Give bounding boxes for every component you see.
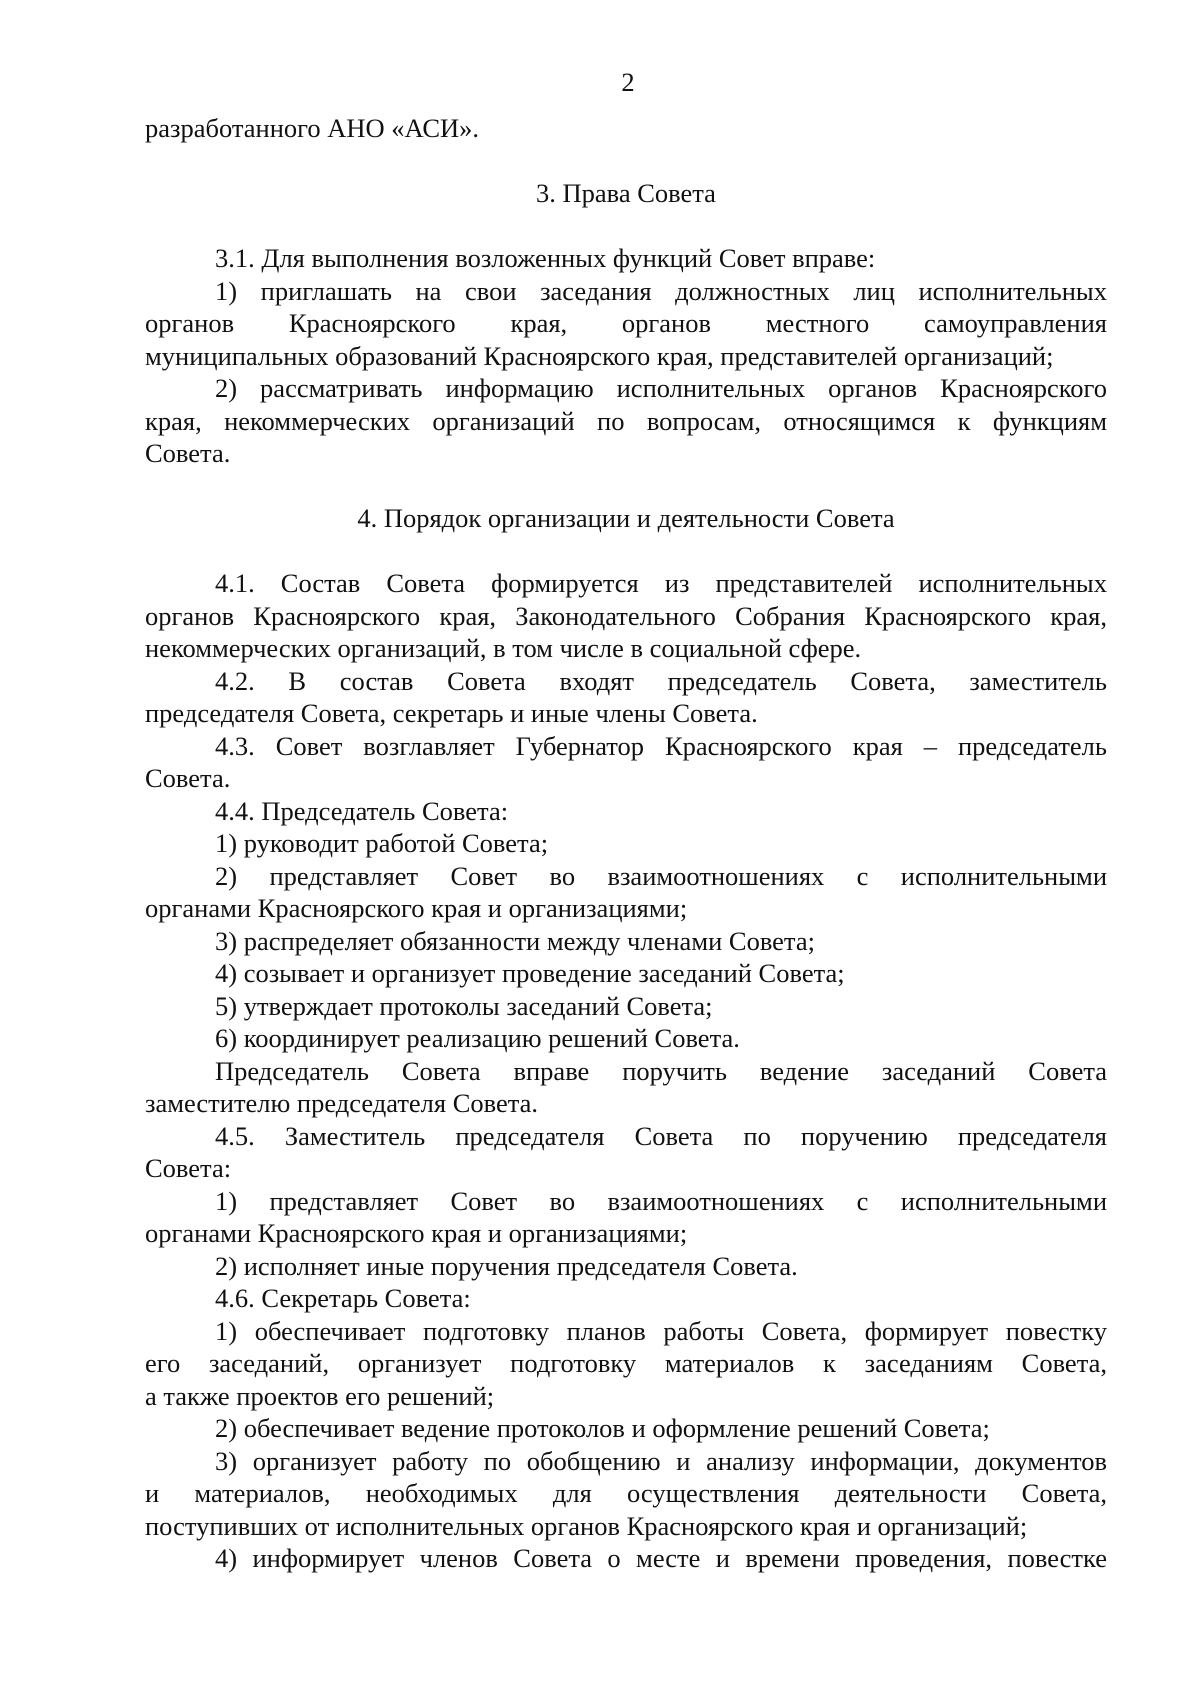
text-line: 1) руководит работой Совета; bbox=[215, 828, 549, 858]
text-line: 3.1. Для выполнения возложенных функций Совет вправе: bbox=[215, 243, 876, 273]
text-line: органов Красноярского края, органов местного самоуправления bbox=[145, 308, 1107, 338]
paragraph-continuation bbox=[145, 112, 1107, 145]
text-line: его заседаний, организует подготовку материалов к заседаниям Совета, bbox=[145, 1348, 1107, 1378]
text-line: 1) представляет Совет во взаимоотношениях с исполнительными bbox=[215, 1185, 1107, 1216]
paragraph-4-4-1 bbox=[145, 827, 1107, 860]
text-line: органов Красноярского края, Законодательного Собрания Красноярского края, bbox=[145, 600, 1107, 631]
text-line: 2) исполняет иные поручения председателя Совета. bbox=[215, 1250, 798, 1281]
text-line: 1) приглашать на свои заседания должностных лиц исполнительных bbox=[215, 275, 1107, 306]
paragraph-4-4-6 bbox=[145, 1022, 1107, 1055]
text-line: 5) утверждает протоколы заседаний Совета; bbox=[215, 990, 713, 1021]
text-line: 2) обеспечивает ведение протоколов и оформление решений Совета; bbox=[215, 1413, 990, 1443]
paragraph-4-6-1 bbox=[145, 1315, 1107, 1413]
text-line: органами Красноярского края и организациями; bbox=[145, 893, 688, 923]
text-line: 4.4. Председатель Совета: bbox=[215, 795, 509, 826]
text-line: органами Красноярского края и организациями; bbox=[145, 1218, 688, 1248]
text-line: 4) созывает и организует проведение заседаний Совета; bbox=[215, 958, 845, 988]
text-line: 3) распределяет обязанности между членами Совета; bbox=[215, 925, 815, 956]
paragraph-4-5-2 bbox=[145, 1250, 1107, 1283]
paragraph-4-4-3 bbox=[145, 925, 1107, 958]
text-line: 4.3. Совет возглавляет Губернатор Красноярского края – председатель bbox=[215, 730, 1107, 761]
text-line: поступивших от исполнительных органов Красноярского края и организаций; bbox=[145, 1510, 1028, 1541]
text-line: заместителю председателя Совета. bbox=[145, 1088, 539, 1118]
paragraph-4-6-3 bbox=[145, 1445, 1107, 1543]
document-body bbox=[145, 112, 1107, 1575]
page-number: 2 bbox=[621, 67, 635, 97]
paragraph-3-1-2 bbox=[145, 372, 1107, 470]
text-line: Председатель Совета вправе поручить ведение заседаний Совета bbox=[215, 1055, 1107, 1086]
text-line: края, некоммерческих организаций по вопросам, относящимся к функциям bbox=[145, 405, 1107, 436]
paragraph-3-1-1 bbox=[145, 275, 1107, 373]
text-line: и материалов, необходимых для осуществления деятельности Совета, bbox=[145, 1478, 1107, 1508]
text-line: 4.5. Заместитель председателя Совета по поручению председателя bbox=[215, 1120, 1107, 1151]
paragraph-4-5-1 bbox=[145, 1185, 1107, 1250]
paragraph-4-4 bbox=[145, 795, 1107, 828]
text-line: 4) информирует членов Совета о месте и времени проведения, повестке bbox=[215, 1543, 1107, 1573]
paragraph-4-6 bbox=[145, 1282, 1107, 1315]
text-line: Совета. bbox=[145, 763, 231, 793]
text-line: некоммерческих организаций, в том числе в социальной сфере. bbox=[145, 633, 862, 663]
paragraph-4-3 bbox=[145, 730, 1107, 795]
text-line: 4.1. Состав Совета формируется из представителей исполнительных bbox=[215, 568, 1107, 598]
text-line: 2) рассматривать информацию исполнительных органов Красноярского bbox=[215, 373, 1107, 403]
section-heading-3: 3. Права Совета bbox=[536, 178, 716, 208]
text-line: а также проектов его решений; bbox=[145, 1380, 495, 1411]
paragraph-4-4-5 bbox=[145, 990, 1107, 1023]
text-line: Совета: bbox=[145, 1153, 232, 1183]
paragraph-4-2 bbox=[145, 665, 1107, 730]
text-line: разработанного АНО «АСИ». bbox=[145, 113, 480, 143]
paragraph-3-1 bbox=[145, 242, 1107, 275]
text-line: 6) координирует реализацию решений Совета. bbox=[215, 1023, 740, 1053]
section-heading-4: 4. Порядок организации и деятельности Совета bbox=[357, 503, 895, 533]
text-line: 2) представляет Совет во взаимоотношениях с исполнительными bbox=[215, 860, 1107, 891]
paragraph-4-4-4 bbox=[145, 957, 1107, 990]
text-line: муниципальных образований Красноярского края, представителей организаций; bbox=[145, 340, 1054, 371]
paragraph-4-6-2 bbox=[145, 1412, 1107, 1445]
text-line: 1) обеспечивает подготовку планов работы Совета, формирует повестку bbox=[215, 1315, 1107, 1346]
paragraph-4-5 bbox=[145, 1120, 1107, 1185]
text-line: 3) организует работу по обобщению и анализу информации, документов bbox=[215, 1445, 1107, 1476]
text-line: Совета. bbox=[145, 438, 231, 468]
paragraph-4-4-2 bbox=[145, 860, 1107, 925]
paragraph-4-1 bbox=[145, 567, 1107, 665]
paragraph-4-6-4 bbox=[145, 1542, 1107, 1575]
text-line: председателя Совета, секретарь и иные члены Совета. bbox=[145, 698, 758, 728]
paragraph-4-4-note bbox=[145, 1055, 1107, 1120]
text-line: 4.2. В состав Совета входят председатель Совета, заместитель bbox=[215, 665, 1107, 696]
text-line: 4.6. Секретарь Совета: bbox=[215, 1283, 471, 1313]
